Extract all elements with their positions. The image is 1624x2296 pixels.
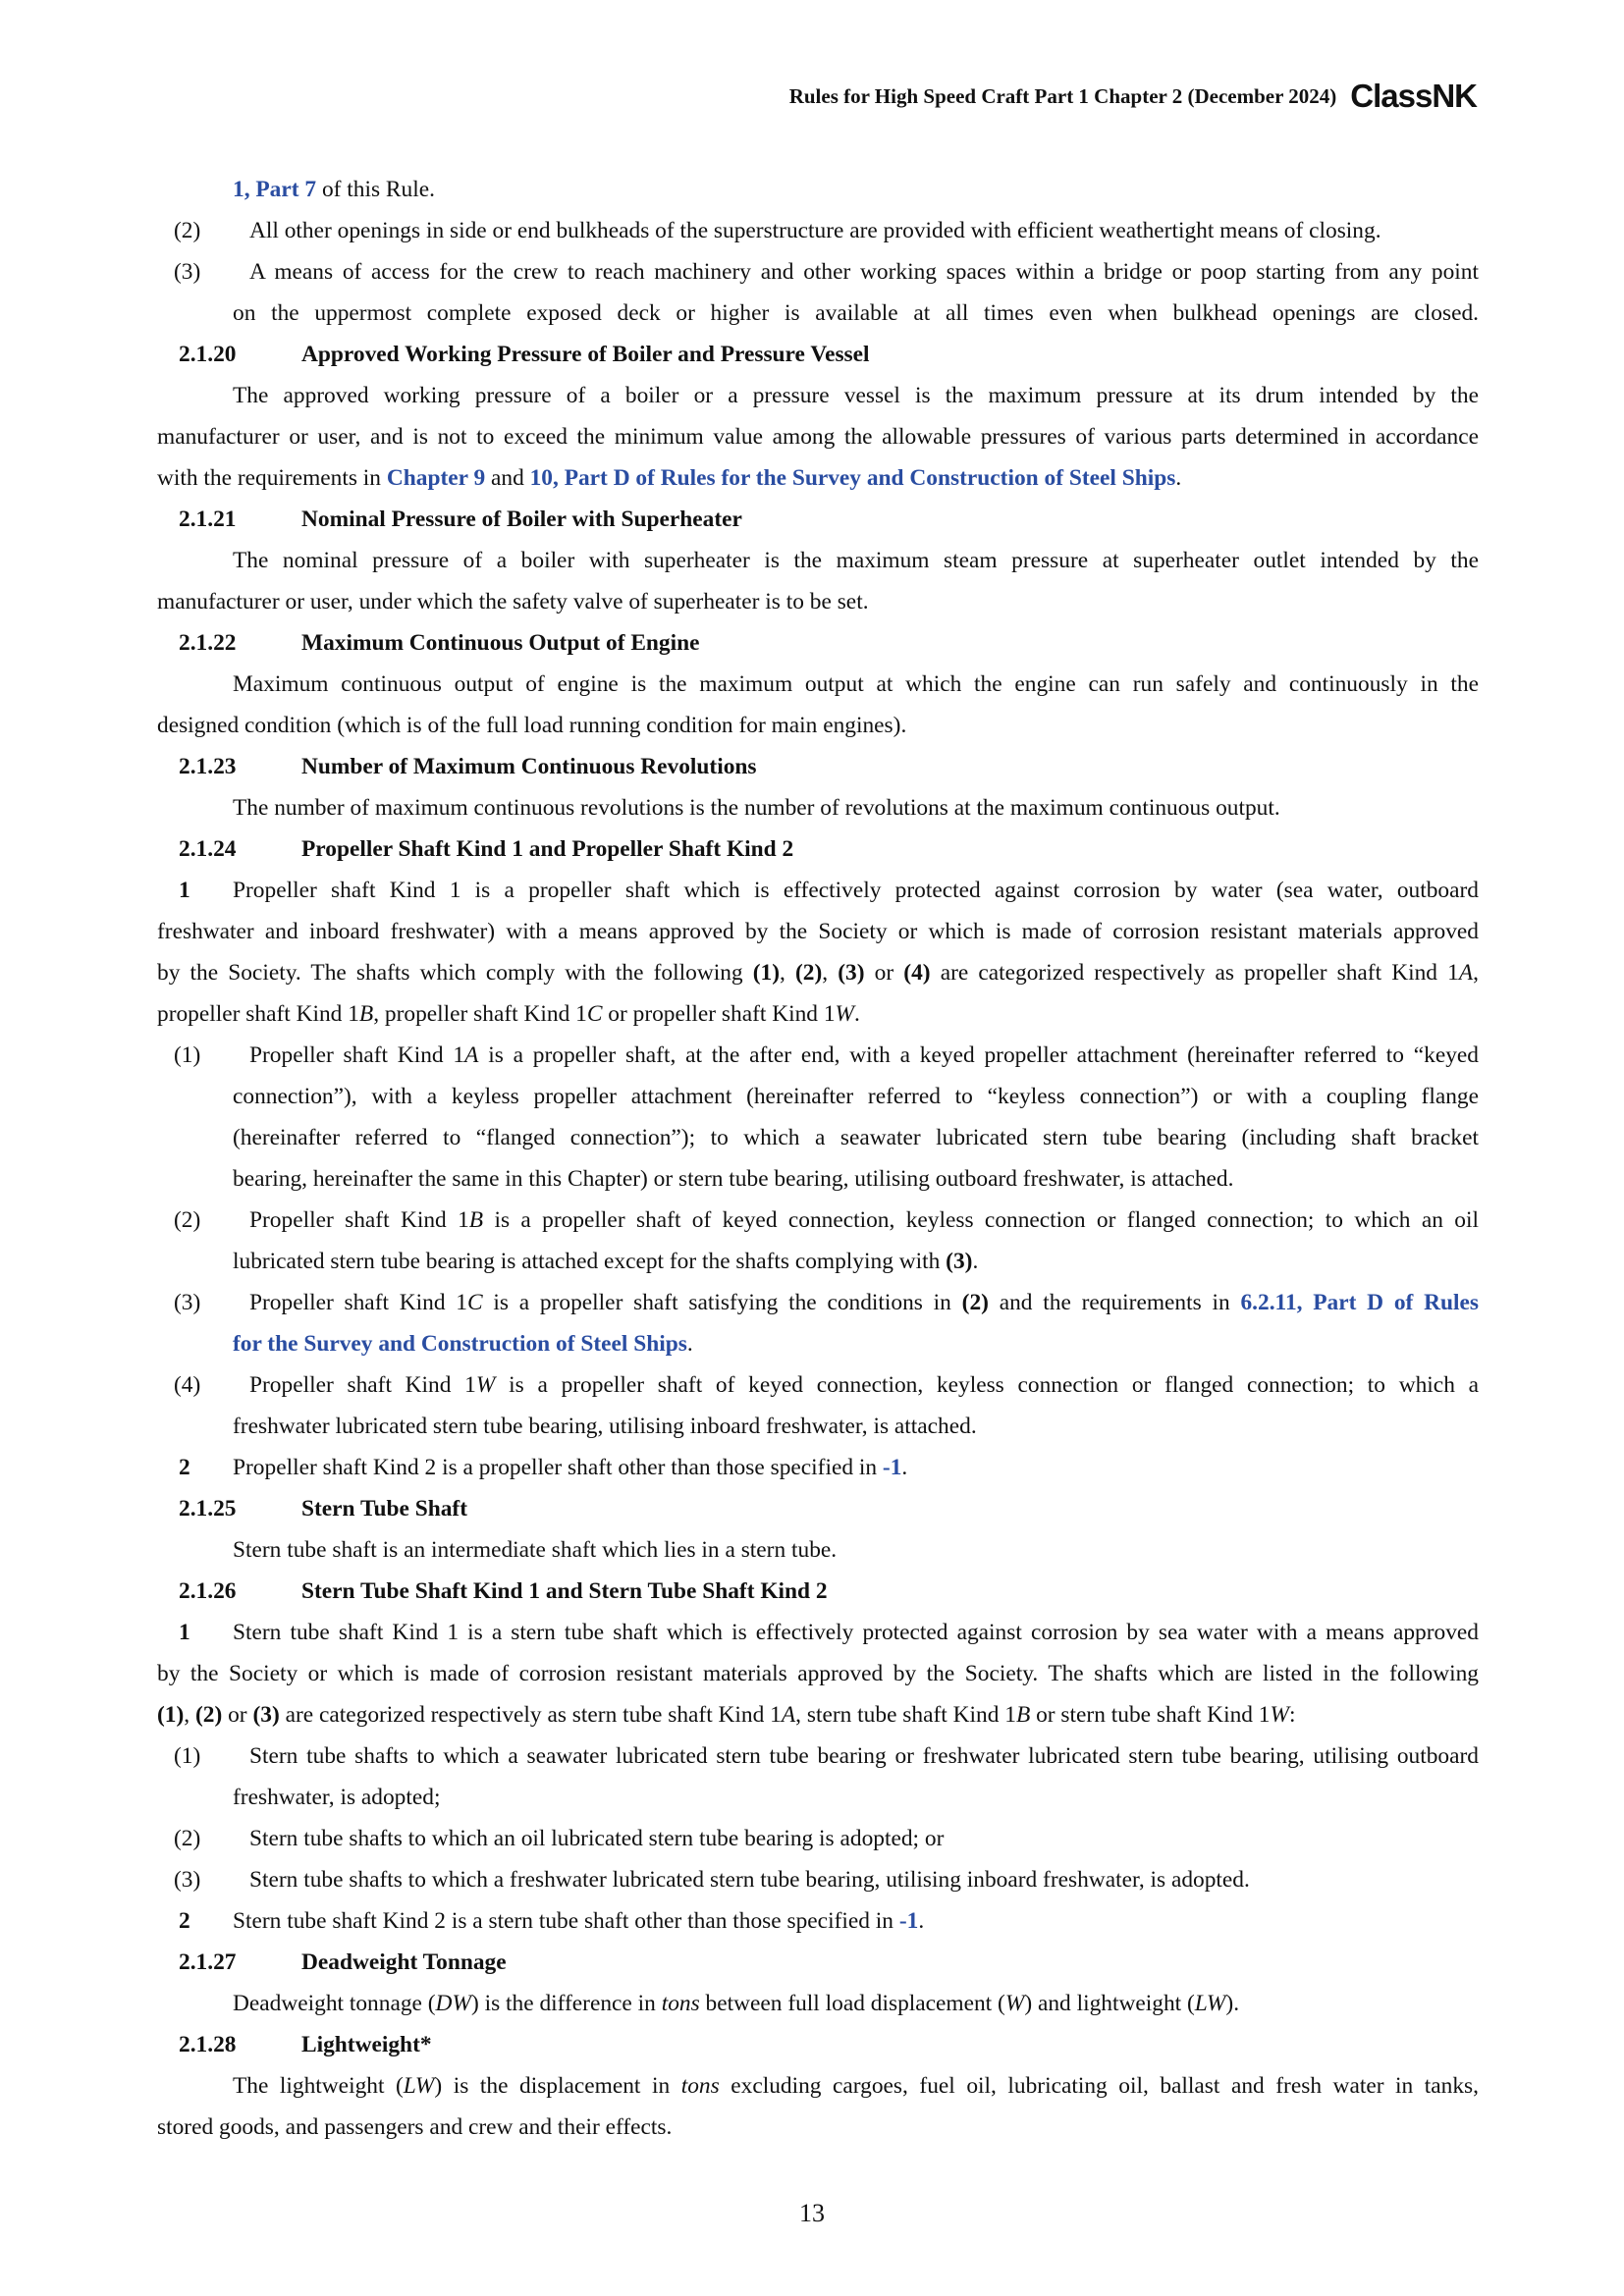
text-line — [157, 2107, 1479, 2148]
text-span: are categorized respectively as propeller shaft Kind 1 — [930, 960, 1459, 986]
italic-term: W — [835, 1001, 855, 1027]
text-span: 1 — [179, 1620, 190, 1645]
text-line — [157, 1983, 1479, 2024]
section-heading — [157, 746, 1479, 787]
text-line — [157, 993, 1479, 1035]
section-heading — [157, 499, 1479, 540]
italic-term: A — [781, 1702, 796, 1728]
text-line — [157, 911, 1479, 952]
text-span: , — [184, 1702, 195, 1728]
text-span: (3) — [838, 960, 865, 986]
text-span: by the Society. The shafts which comply with the following — [157, 960, 753, 986]
text-span: All other openings in side or end bulkheads of the superstructure are provided with efficient weathertight means of closing. — [249, 218, 1381, 243]
text-span: is a propeller shaft of keyed connection, keyless connection or flanged connection; to which a — [495, 1372, 1479, 1398]
italic-term: C — [467, 1290, 483, 1315]
text-span: ) is the difference in — [470, 1991, 662, 2016]
section-heading — [157, 334, 1479, 375]
text-span: propeller shaft Kind 1 — [157, 1001, 359, 1027]
text-span: Stern tube shafts to which a freshwater lubricated stern tube bearing, utilising inboard freshwater, is adopted. — [249, 1867, 1250, 1893]
text-span: bearing, hereinafter the same in this Chapter) or stern tube bearing, utilising outboard freshwater, is attached. — [233, 1166, 1234, 1192]
list-item — [157, 251, 1479, 293]
text-span: (3) — [174, 1867, 201, 1893]
text-span: connection”), with a keyless propeller attachment (hereinafter referred to “keyless connection”) or with a coupling flange — [233, 1084, 1479, 1109]
text-line — [157, 375, 1479, 416]
cross-ref-link[interactable]: Chapter 9 — [386, 465, 486, 491]
header-title: Rules for High Speed Craft Part 1 Chapter 2 (December 2024) — [788, 83, 1337, 108]
paragraph-line — [157, 1900, 1479, 1942]
text-span: Stern tube shaft Kind 1 is a stern tube shaft which is effectively protected against corrosion by sea water with a means approved — [233, 1620, 1479, 1645]
paragraph-line — [157, 1447, 1479, 1488]
text-span: (hereinafter referred to “flanged connection”); to which a seawater lubricated stern tube bearing (including shaft bracket — [233, 1125, 1479, 1150]
text-span: lubricated stern tube bearing is attached except for the shafts complying with — [233, 1249, 947, 1274]
text-span: 2.1.23 — [179, 754, 237, 779]
running-header — [789, 77, 1477, 116]
text-line — [157, 169, 1479, 210]
text-span: 2.1.24 — [179, 836, 237, 862]
section-heading — [157, 1488, 1479, 1529]
text-span: The number of maximum continuous revolutions is the number of revolutions at the maximum continuous output. — [233, 795, 1280, 821]
text-span: manufacturer or user, under which the safety valve of superheater is to be set. — [157, 589, 869, 614]
section-heading — [157, 1571, 1479, 1612]
text-span: 2.1.22 — [179, 630, 237, 656]
text-span: (2) — [174, 218, 201, 243]
text-span: 2.1.26 — [179, 1578, 237, 1604]
text-span: (3) — [946, 1249, 973, 1274]
paragraph-line — [157, 1612, 1479, 1653]
text-line — [157, 581, 1479, 622]
text-span: (1) — [157, 1702, 185, 1728]
text-span: . — [918, 1908, 925, 1934]
text-span: Deadweight Tonnage — [301, 1949, 507, 1975]
list-item — [157, 1282, 1479, 1323]
text-line — [157, 293, 1479, 334]
section-heading — [157, 2024, 1479, 2065]
text-span: Stern tube shaft is an intermediate shaft which lies in a stern tube. — [233, 1537, 838, 1563]
text-span: (2) — [795, 960, 823, 986]
body-text — [157, 169, 1479, 2148]
text-line — [157, 1241, 1479, 1282]
text-span: (2) — [174, 1207, 201, 1233]
list-item — [157, 1735, 1479, 1777]
text-span: 2.1.20 — [179, 342, 237, 367]
text-line — [157, 540, 1479, 581]
text-line — [157, 952, 1479, 993]
text-line — [157, 1529, 1479, 1571]
text-span: Lightweight* — [301, 2032, 432, 2057]
text-span: Propeller shaft Kind 1 — [249, 1290, 468, 1315]
text-span: (1) — [174, 1743, 201, 1769]
list-item — [157, 1364, 1479, 1406]
text-line — [157, 1694, 1479, 1735]
text-span: 2.1.28 — [179, 2032, 237, 2057]
text-span: on the uppermost complete exposed deck or higher is available at all times even when bulkhead openings are closed. — [233, 300, 1479, 326]
text-span: (2) — [961, 1290, 989, 1315]
text-span: (1) — [752, 960, 781, 986]
text-span: (1) — [174, 1042, 201, 1068]
text-span: A means of access for the crew to reach machinery and other working spaces within a bridge or poop starting from any point — [249, 259, 1479, 285]
text-span: between full load displacement ( — [699, 1991, 1005, 2016]
text-span: Approved Working Pressure of Boiler and Pressure Vessel — [301, 342, 870, 367]
italic-term: W — [1004, 1991, 1025, 2016]
text-span: Maximum continuous output of engine is the maximum output at which the engine can run safely and continuously in the — [233, 671, 1479, 697]
text-span: Propeller shaft Kind 1 — [249, 1372, 476, 1398]
text-span: The nominal pressure of a boiler with superheater is the maximum steam pressure at superheater outlet intended by the — [233, 548, 1479, 573]
classnk-logo: ClassNK — [1350, 78, 1477, 114]
cross-ref-link[interactable]: 6.2.11, Part D of Rules — [1240, 1290, 1479, 1315]
text-span: . — [1175, 465, 1182, 491]
text-span: by the Society or which is made of corrosion resistant materials approved by the Society. The shafts which are listed in the following — [157, 1661, 1479, 1686]
text-span: 2.1.21 — [179, 507, 237, 532]
text-span: 2.1.25 — [179, 1496, 237, 1522]
text-line — [157, 1323, 1479, 1364]
text-span: Deadweight tonnage ( — [233, 1991, 436, 2016]
text-span: Nominal Pressure of Boiler with Superheater — [301, 507, 742, 532]
text-line — [157, 1117, 1479, 1158]
cross-ref-link[interactable]: -1 — [882, 1455, 902, 1480]
list-item — [157, 210, 1479, 251]
text-span: . — [901, 1455, 908, 1480]
italic-term: DW — [435, 1991, 471, 2016]
italic-term: LW — [1194, 1991, 1226, 2016]
text-span: Propeller shaft Kind 1 — [249, 1042, 465, 1068]
italic-term: B — [1015, 1702, 1031, 1728]
text-span: The lightweight ( — [233, 2073, 404, 2099]
section-heading — [157, 622, 1479, 664]
italic-term: W — [475, 1372, 496, 1398]
italic-term: B — [358, 1001, 374, 1027]
text-span: Stern tube shafts to which an oil lubricated stern tube bearing is adopted; or — [249, 1826, 945, 1851]
list-item — [157, 1818, 1479, 1859]
section-heading — [157, 828, 1479, 870]
section-heading — [157, 1942, 1479, 1983]
text-span: , stern tube shaft Kind 1 — [795, 1702, 1016, 1728]
text-span: freshwater and inboard freshwater) with a means approved by the Society or which is made of corrosion resistant materials approved — [157, 919, 1479, 944]
text-span: Stern Tube Shaft — [301, 1496, 467, 1522]
text-span: with the requirements in — [157, 465, 387, 491]
italic-term: A — [464, 1042, 479, 1068]
text-span: , — [822, 960, 839, 986]
text-span: (3) — [174, 259, 201, 285]
text-span: Stern tube shafts to which a seawater lubricated stern tube bearing or freshwater lubricated stern tube bearing, utilising outboard — [249, 1743, 1479, 1769]
text-span: manufacturer or user, and is not to exceed the minimum value among the allowable pressures of various parts determined in accordance — [157, 424, 1479, 450]
cross-ref-link[interactable]: -1 — [898, 1908, 919, 1934]
text-span: Number of Maximum Continuous Revolutions — [301, 754, 757, 779]
text-span: is a propeller shaft satisfying the conditions in — [482, 1290, 962, 1315]
text-line — [157, 1653, 1479, 1694]
text-span: Propeller shaft Kind 1 is a propeller shaft which is effectively protected against corrosion by water (sea water, outboard — [233, 878, 1479, 903]
text-span: . — [972, 1249, 979, 1274]
text-span: or propeller shaft Kind 1 — [602, 1001, 836, 1027]
text-span: (4) — [903, 960, 931, 986]
text-span: ) and lightweight ( — [1024, 1991, 1195, 2016]
text-span: excluding cargoes, fuel oil, lubricating oil, ballast and fresh water in tanks, — [719, 2073, 1479, 2099]
text-span: , — [1473, 960, 1479, 986]
italic-term: W — [1270, 1702, 1290, 1728]
text-span: Propeller shaft Kind 2 is a propeller shaft other than those specified in — [233, 1455, 883, 1480]
cross-ref-link[interactable]: for the Survey and Construction of Steel Ships — [233, 1331, 687, 1357]
text-span: Propeller Shaft Kind 1 and Propeller Shaft Kind 2 — [301, 836, 794, 862]
text-span: is a propeller shaft, at the after end, with a keyed propeller attachment (hereinafter referred to “keyed — [478, 1042, 1479, 1068]
italic-term: C — [586, 1001, 603, 1027]
text-span: or — [864, 960, 904, 986]
italic-term: A — [1458, 960, 1474, 986]
text-span: of this Rule. — [316, 177, 435, 202]
text-line — [157, 1158, 1479, 1200]
text-span: : — [1289, 1702, 1296, 1728]
italic-term: tons — [680, 2073, 720, 2099]
text-span: . — [854, 1001, 860, 1027]
text-span: ). — [1225, 1991, 1240, 2016]
cross-ref-link[interactable]: 10, Part D of Rules for the Survey and Construction of Steel Ships — [529, 465, 1176, 491]
text-span: are categorized respectively as stern tube shaft Kind 1 — [279, 1702, 782, 1728]
text-span: (2) — [194, 1702, 223, 1728]
text-span: Maximum Continuous Output of Engine — [301, 630, 700, 656]
italic-term: LW — [403, 2073, 435, 2099]
list-item — [157, 1200, 1479, 1241]
text-span: , — [780, 960, 795, 986]
text-span: 2.1.27 — [179, 1949, 237, 1975]
text-span: (3) — [174, 1290, 201, 1315]
text-line — [157, 787, 1479, 828]
text-line — [157, 1406, 1479, 1447]
text-span: freshwater lubricated stern tube bearing, utilising inboard freshwater, is attached. — [233, 1414, 977, 1439]
text-span: 2 — [179, 1455, 190, 1480]
text-span: and the requirements in — [988, 1290, 1241, 1315]
page-number: 13 — [799, 2199, 825, 2227]
text-span: . — [686, 1331, 693, 1357]
text-span: (4) — [174, 1372, 201, 1398]
text-line — [157, 416, 1479, 457]
text-span: , propeller shaft Kind 1 — [373, 1001, 587, 1027]
text-line — [157, 1076, 1479, 1117]
text-line — [157, 1777, 1479, 1818]
text-line — [157, 2065, 1479, 2107]
text-span: stored goods, and passengers and crew and their effects. — [157, 2114, 673, 2140]
text-span: or — [222, 1702, 253, 1728]
text-span: (3) — [252, 1702, 280, 1728]
text-span: freshwater, is adopted; — [233, 1785, 441, 1810]
text-span: is a propeller shaft of keyed connection, keyless connection or flanged connection; to which an oil — [483, 1207, 1479, 1233]
italic-term: tons — [661, 1991, 700, 2016]
text-span: (2) — [174, 1826, 201, 1851]
list-item — [157, 1859, 1479, 1900]
text-line — [157, 705, 1479, 746]
text-line — [157, 664, 1479, 705]
list-item — [157, 1035, 1479, 1076]
text-span: ) is the displacement in — [434, 2073, 681, 2099]
text-span: designed condition (which is of the full load running condition for main engines). — [157, 713, 907, 738]
text-span: Stern Tube Shaft Kind 1 and Stern Tube Shaft Kind 2 — [301, 1578, 828, 1604]
italic-term: B — [468, 1207, 484, 1233]
text-span: and — [485, 465, 530, 491]
text-span: Propeller shaft Kind 1 — [249, 1207, 469, 1233]
paragraph-line — [157, 870, 1479, 911]
text-span: Stern tube shaft Kind 2 is a stern tube shaft other than those specified in — [233, 1908, 899, 1934]
text-span: The approved working pressure of a boiler or a pressure vessel is the maximum pressure at its drum intended by the — [233, 383, 1479, 408]
text-line — [157, 457, 1479, 499]
text-span: or stern tube shaft Kind 1 — [1030, 1702, 1271, 1728]
text-span: 2 — [179, 1908, 190, 1934]
cross-ref-link[interactable]: 1, Part 7 — [233, 177, 317, 202]
text-span: 1 — [179, 878, 190, 903]
